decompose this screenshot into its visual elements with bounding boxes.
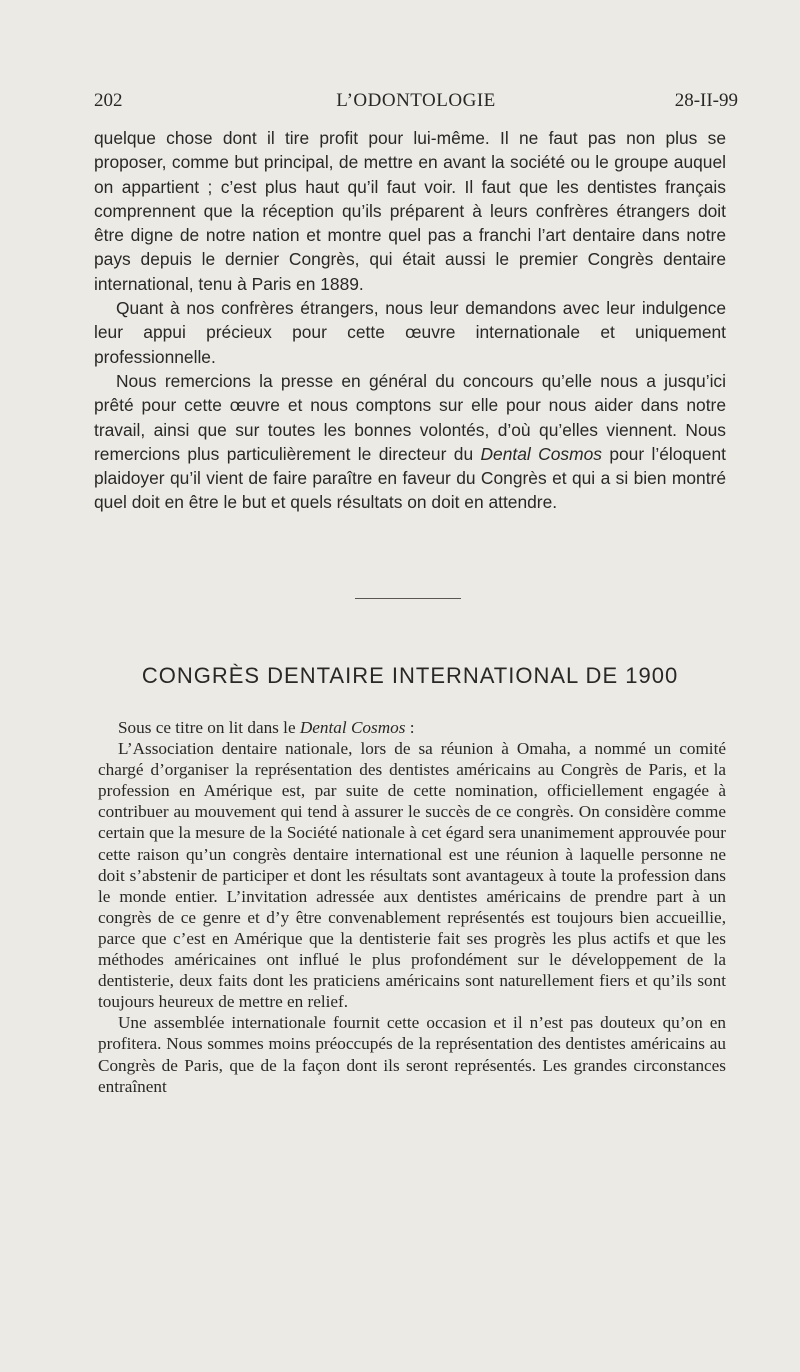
- text-run: pour l’éloquent plaidoyer qu’il vient de faire paraître en faveur du Congrès et qui a si bien montré quel doit en être le but et quels résultats on doit en attendre.: [94, 443, 726, 513]
- running-header: [94, 90, 738, 116]
- journal-name: Dental Cosmos: [299, 718, 406, 737]
- journal-name: Dental Cosmos: [480, 443, 602, 464]
- paragraph: L’Association dentaire nationale, lors de sa réunion à Omaha, a nommé un comité chargé d’organiser la représentation des dentistes américains au Congrès de Paris, et la profession en Amérique est, par suite de cette nomination, officiellement engagée à contribuer au mouvement qui tend à assurer le succès de ce congrès. On considère comme certain que la mesure de la Société nationale à cet égard sera unanimement approuvée pour cette raison qu’un congrès dentaire international est une réunion à laquelle personne ne doit s’abstenir de participer et dont les résultats sont avantageux à toute la profession dans le monde entier. L’invitation adressée aux dentistes américains de prendre part à un congrès de ce genre et d’y être convenablement représentés est toujours bien accueillie, parce que c’est en Amérique que la dentisterie fait ses progrès les plus actifs et que les méthodes américaines ont influé le plus profondément sur le développement de la dentisterie, deux faits dont les praticiens américains sont naturellement fiers et qu’ils sont toujours heureux de mettre en relief.: [98, 739, 726, 1012]
- intro-line: [98, 717, 726, 738]
- text-run: :: [405, 718, 415, 737]
- issue-date: 28-II-99: [674, 90, 738, 111]
- text-run: Sous ce titre on lit dans le: [118, 718, 300, 737]
- section-divider: [355, 598, 461, 599]
- section-heading: CONGRÈS DENTAIRE INTERNATIONAL DE 1900: [141, 663, 679, 688]
- paragraph: [94, 369, 726, 515]
- journal-title: L’ODONTOLOGIE: [336, 90, 496, 111]
- page-number: 202: [94, 90, 123, 111]
- paragraph: quelque chose dont il tire profit pour lui-même. Il ne faut pas non plus se proposer, comme but principal, de mettre en avant la société ou le groupe auquel on appartient ; c’est plus haut qu’il faut voir. Il faut que les dentistes français comprennent que la réception qu’ils préparent à leurs confrères étrangers doit être digne de notre nation et montre quel pas a franchi l’art dentaire dans notre pays depuis le dernier Congrès, qui était aussi le premier Congrès dentaire international, tenu à Paris en 1889.: [94, 128, 726, 294]
- section-body: [98, 717, 726, 1097]
- paragraph: Quant à nos confrères étrangers, nous leur demandons avec leur indulgence leur appui précieux pour cette œuvre internationale et uniquement professionnelle.: [94, 298, 726, 367]
- text-run: Nous remercions la presse en général du concours qu’elle nous a jusqu’ici prêté pour cette œuvre et nous comptons sur elle pour nous aider dans notre travail, ainsi que sur toutes les bonnes volontés, d’où qu’elles viennent. Nous remercions plus particulièrement le directeur du: [94, 370, 726, 464]
- paragraph: Une assemblée internationale fournit cette occasion et il n’est pas douteux qu’on en profitera. Nous sommes moins préoccupés de la représentation des dentistes américains au Congrès de Paris, que de la façon dont ils seront représentés. Les grandes circonstances entraînent: [98, 1013, 726, 1096]
- article-continuation: [94, 126, 726, 515]
